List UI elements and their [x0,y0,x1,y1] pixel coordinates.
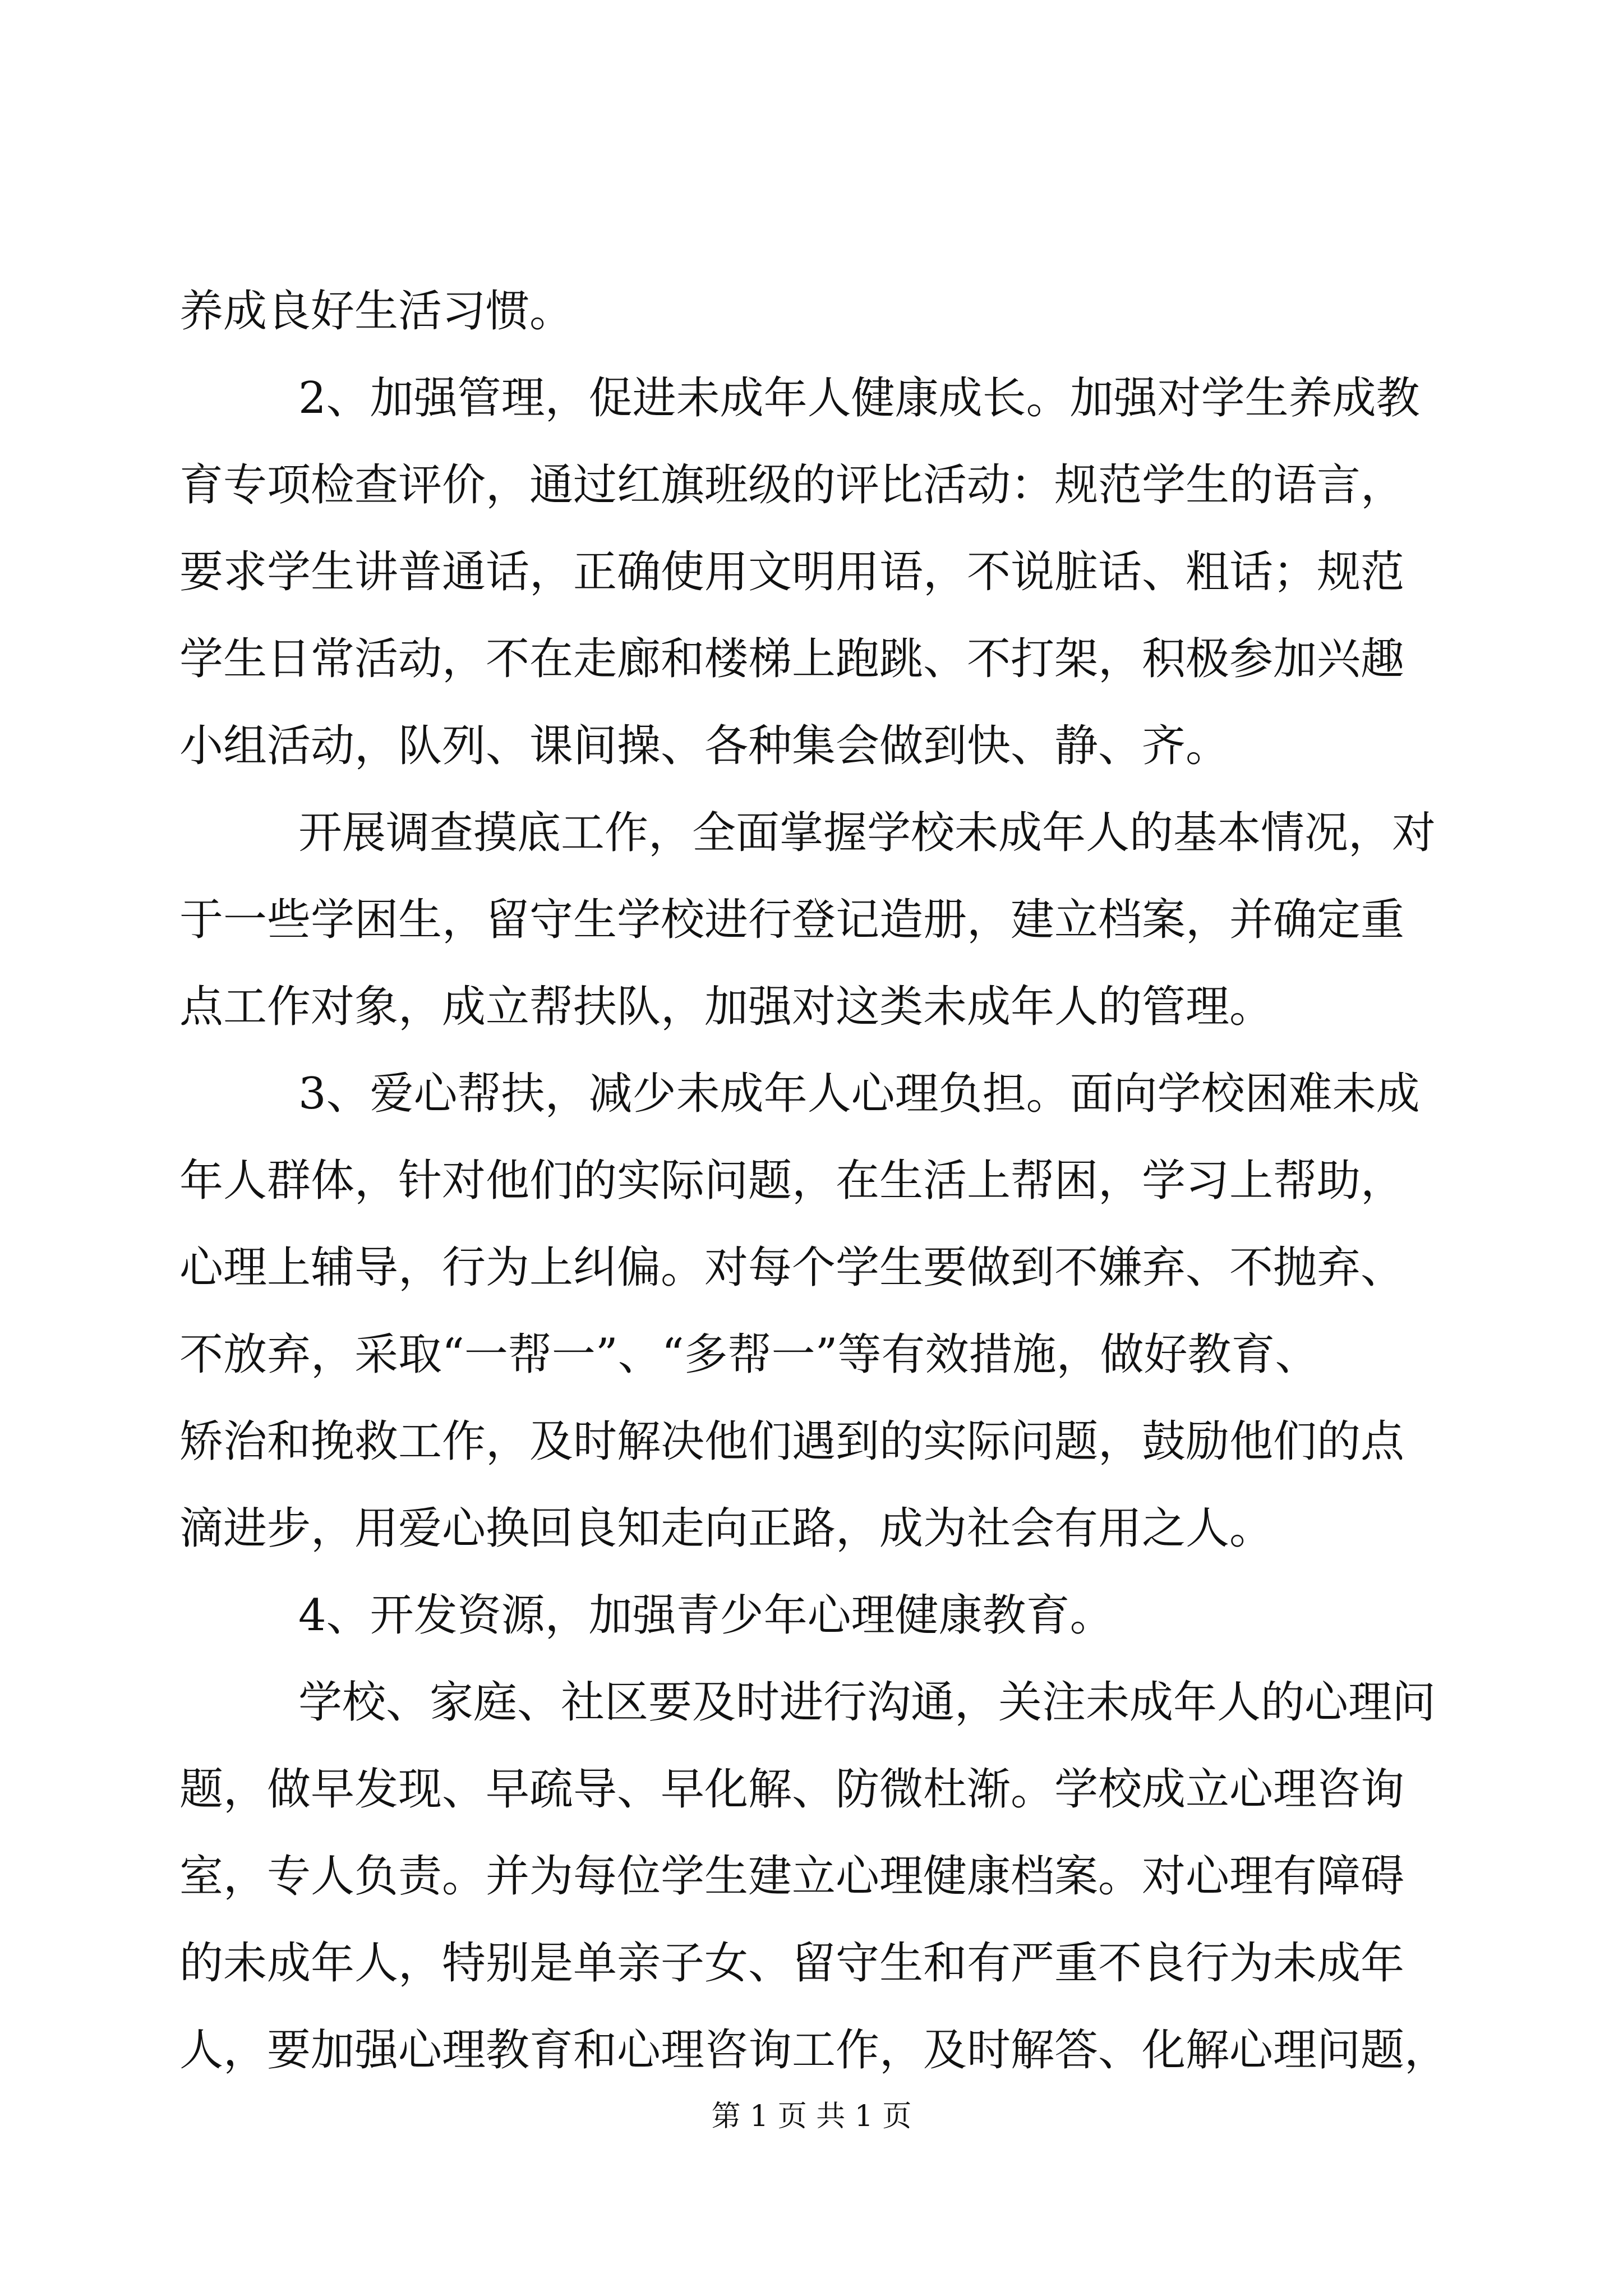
text-line-17: 学校、家庭、社区要及时进行沟通，关注未成年人的心理问 [298,1677,1436,1728]
text-line-3: 育专项检查评价，通过红旗班级的评比活动：规范学生的语言， [179,460,1405,510]
text-line-9: 点工作对象，成立帮扶队，加强对这类未成年人的管理。 [179,982,1274,1032]
text-line-6: 小组活动，队列、课间操、各种集会做到快、静、齐。 [179,721,1230,771]
text-line-8: 于一些学困生，留守生学校进行登记造册，建立档案，并确定重 [179,895,1405,945]
text-line-12: 心理上辅导，行为上纠偏。对每个学生要做到不嫌弃、不抛弃、 [179,1243,1405,1293]
text-line-18: 题，做早发现、早疏导、早化解、防微杜渐。学校成立心理咨询 [179,1764,1405,1815]
text-line-5: 学生日常活动，不在走廊和楼梯上跑跳、不打架，积极参加兴趣 [179,634,1405,684]
text-line-11: 年人群体，针对他们的实际问题，在生活上帮困，学习上帮助， [179,1156,1405,1206]
text-line-13: 不放弃，采取“一帮一”、“多帮一”等有效措施，做好教育、 [179,1329,1319,1380]
text-line-16: 4、开发资源，加强青少年心理健康教育。 [298,1590,1114,1641]
page-footer: 第 1 页 共 1 页 [711,2100,912,2133]
text-line-21: 人，要加强心理教育和心理咨询工作，及时解答、化解心理问题， [179,2025,1449,2076]
text-line-14: 矫治和挽救工作，及时解决他们遇到的实际问题，鼓励他们的点 [179,1416,1405,1467]
text-line-19: 室，专人负责。并为每位学生建立心理健康档案。对心理有障碍 [179,1851,1405,1902]
text-line-7: 开展调查摸底工作，全面掌握学校未成年人的基本情况，对 [298,808,1436,858]
text-line-2: 2、加强管理，促进未成年人健康成长。加强对学生养成教 [298,373,1420,424]
text-line-20: 的未成年人，特别是单亲子女、留守生和有严重不良行为未成年 [179,1938,1405,1989]
text-line-4: 要求学生讲普通话，正确使用文明用语，不说脏话、粗话；规范 [179,547,1405,597]
text-line-1: 养成良好生活习惯。 [179,286,574,337]
text-line-10: 3、爱心帮扶，减少未成年人心理负担。面向学校困难未成 [298,1069,1420,1119]
text-line-15: 滴进步，用爱心换回良知走向正路，成为社会有用之人。 [179,1503,1274,1554]
